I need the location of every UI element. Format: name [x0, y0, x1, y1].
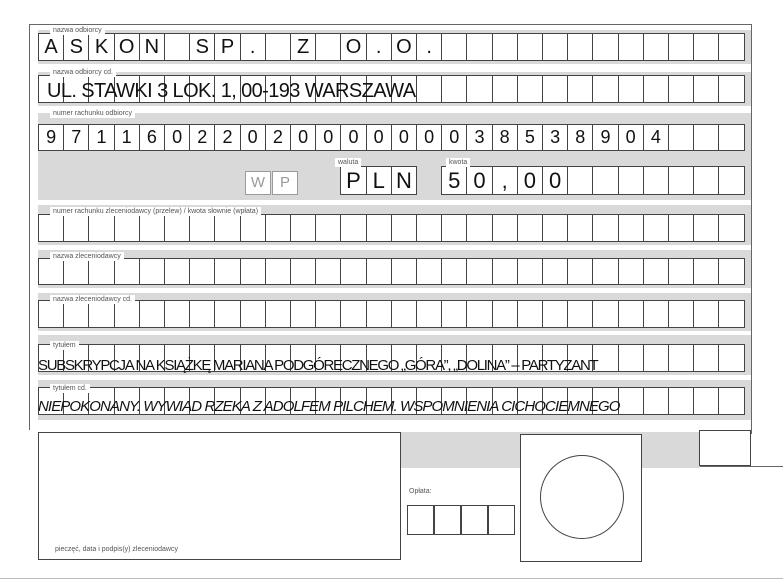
char-cell[interactable]	[643, 300, 669, 328]
char-cell[interactable]	[668, 75, 694, 103]
char-cell[interactable]	[441, 75, 467, 103]
char-cell[interactable]	[618, 300, 644, 328]
char-cell[interactable]	[391, 214, 417, 242]
char-cell[interactable]	[240, 300, 266, 328]
char-cell[interactable]	[88, 258, 114, 285]
char-cell[interactable]: S	[63, 33, 89, 61]
char-cell[interactable]	[592, 166, 618, 195]
char-cell[interactable]	[693, 166, 719, 195]
char-cell[interactable]	[668, 214, 694, 242]
char-cell[interactable]	[416, 75, 442, 103]
char-cell[interactable]	[265, 300, 291, 328]
char-cell[interactable]: 2	[265, 124, 291, 151]
char-cell[interactable]	[189, 300, 215, 328]
char-cell[interactable]: 0	[340, 124, 366, 151]
recipient-name-cont-value: UL. STAWKI 3 LOK. 1, 00-193 WARSZAWA	[47, 80, 416, 102]
char-cell[interactable]	[643, 33, 669, 61]
char-cell[interactable]	[668, 166, 694, 195]
bottom-right-line	[700, 466, 783, 467]
char-cell[interactable]	[618, 214, 644, 242]
char-cell[interactable]	[38, 258, 64, 285]
fee-label: Opłata:	[409, 488, 432, 495]
char-cell[interactable]: 3	[542, 124, 568, 151]
char-cell[interactable]	[567, 33, 593, 61]
form-left-line	[29, 24, 30, 430]
char-cell[interactable]	[693, 344, 719, 372]
char-cell[interactable]	[139, 214, 165, 242]
char-cell[interactable]	[492, 300, 518, 328]
char-cell[interactable]	[114, 300, 140, 328]
char-cell[interactable]	[214, 258, 240, 285]
char-cell[interactable]	[567, 75, 593, 103]
char-cell[interactable]	[718, 258, 744, 285]
char-cell[interactable]: .	[416, 33, 442, 61]
char-cell[interactable]	[114, 258, 140, 285]
char-cell[interactable]: 0	[542, 166, 568, 195]
char-cell[interactable]	[416, 214, 442, 242]
char-cell[interactable]	[542, 300, 568, 328]
char-cell[interactable]	[693, 75, 719, 103]
char-cell[interactable]	[340, 258, 366, 285]
char-cell[interactable]: 6	[139, 124, 165, 151]
char-cell[interactable]	[567, 258, 593, 285]
char-cell[interactable]	[139, 300, 165, 328]
title-cont-value: NIEPOKONANY. WYWIAD RZEKA Z ADOLFEM PILCHEM. WSPOMNIENIA CICHOCIEMNEGO	[38, 398, 620, 415]
char-cell[interactable]	[718, 166, 744, 195]
char-cell[interactable]	[63, 300, 89, 328]
char-cell[interactable]	[492, 33, 518, 61]
char-cell[interactable]: 0	[391, 124, 417, 151]
char-cell[interactable]	[643, 214, 669, 242]
char-cell[interactable]	[693, 33, 719, 61]
char-cell[interactable]	[265, 33, 291, 61]
char-cell[interactable]	[668, 33, 694, 61]
char-cell[interactable]	[441, 33, 467, 61]
char-cell[interactable]	[718, 33, 744, 61]
fee-cell[interactable]	[407, 505, 434, 535]
char-cell[interactable]: N	[391, 166, 417, 195]
char-cell[interactable]	[668, 344, 694, 372]
payer-name-label: nazwa zleceniodawcy	[50, 252, 124, 261]
title-label: tytułem	[50, 341, 79, 350]
char-cell[interactable]	[63, 214, 89, 242]
char-cell[interactable]	[466, 300, 492, 328]
char-cell[interactable]	[265, 258, 291, 285]
char-cell[interactable]	[466, 214, 492, 242]
char-cell[interactable]	[189, 258, 215, 285]
char-cell[interactable]	[618, 75, 644, 103]
form-top-line	[29, 24, 751, 25]
char-cell[interactable]	[668, 124, 694, 151]
char-cell[interactable]	[567, 300, 593, 328]
char-cell[interactable]: O	[340, 33, 366, 61]
char-cell[interactable]	[466, 75, 492, 103]
char-cell[interactable]	[693, 258, 719, 285]
char-cell[interactable]: 0	[416, 124, 442, 151]
char-cell[interactable]: Z	[290, 33, 316, 61]
recipient-name-cont-label: nazwa odbiorcy cd.	[50, 68, 116, 77]
payer-account-label: numer rachunku zleceniodawcy (przelew) / kwota słownie (wpłata)	[50, 207, 261, 216]
form-right-line	[751, 24, 752, 434]
amount-label: kwota	[446, 158, 470, 167]
char-cell[interactable]: 1	[114, 124, 140, 151]
char-cell[interactable]	[290, 214, 316, 242]
char-cell[interactable]	[718, 300, 744, 328]
char-cell[interactable]: 0	[164, 124, 190, 151]
title-cont-label: tytułem cd.	[50, 384, 90, 393]
char-cell[interactable]	[643, 258, 669, 285]
char-cell[interactable]	[693, 300, 719, 328]
char-cell[interactable]	[340, 214, 366, 242]
char-cell[interactable]	[492, 258, 518, 285]
char-cell[interactable]: P	[214, 33, 240, 61]
char-cell[interactable]	[643, 75, 669, 103]
stamp-box[interactable]	[38, 432, 401, 560]
char-cell[interactable]: 9	[592, 124, 618, 151]
char-cell[interactable]: 2	[214, 124, 240, 151]
char-cell[interactable]	[592, 258, 618, 285]
char-cell[interactable]	[315, 33, 341, 61]
char-cell[interactable]: 1	[88, 124, 114, 151]
char-cell[interactable]: N	[139, 33, 165, 61]
char-cell[interactable]	[693, 387, 719, 415]
char-cell[interactable]	[668, 300, 694, 328]
char-cell[interactable]	[441, 258, 467, 285]
char-cell[interactable]	[618, 33, 644, 61]
char-cell[interactable]: 0	[315, 124, 341, 151]
char-cell[interactable]	[517, 33, 543, 61]
char-cell[interactable]	[441, 214, 467, 242]
char-cell[interactable]: 8	[567, 124, 593, 151]
char-cell[interactable]: K	[88, 33, 114, 61]
char-cell[interactable]	[315, 214, 341, 242]
char-cell[interactable]	[139, 258, 165, 285]
char-cell[interactable]	[114, 214, 140, 242]
char-cell[interactable]	[441, 300, 467, 328]
char-cell[interactable]: 0	[466, 166, 492, 195]
char-cell[interactable]	[340, 300, 366, 328]
char-cell[interactable]	[643, 387, 669, 415]
char-cell[interactable]	[542, 75, 568, 103]
fee-cell[interactable]	[434, 505, 461, 535]
char-cell[interactable]	[416, 258, 442, 285]
char-cell[interactable]: 0	[240, 124, 266, 151]
char-cell[interactable]	[718, 344, 744, 372]
char-cell[interactable]	[189, 214, 215, 242]
char-cell[interactable]	[164, 33, 190, 61]
char-cell[interactable]	[693, 124, 719, 151]
char-cell[interactable]: 0	[290, 124, 316, 151]
char-cell[interactable]	[38, 300, 64, 328]
char-cell[interactable]	[567, 214, 593, 242]
char-cell[interactable]	[718, 214, 744, 242]
char-cell[interactable]: 2	[189, 124, 215, 151]
char-cell[interactable]	[643, 166, 669, 195]
char-cell[interactable]	[214, 300, 240, 328]
char-cell[interactable]: S	[189, 33, 215, 61]
recipient-account-label: numer rachunku odbiorcy	[50, 109, 135, 118]
char-cell[interactable]: 4	[643, 124, 669, 151]
char-cell[interactable]	[492, 75, 518, 103]
char-cell[interactable]	[517, 214, 543, 242]
char-cell[interactable]	[391, 300, 417, 328]
char-cell[interactable]	[315, 300, 341, 328]
char-cell[interactable]	[88, 300, 114, 328]
title-value: SUBSKRYPCJA NA KSIĄŻKĘ MARIANA PODGÓRECZNEGO „GÓRA”, „DOLINA” – PARTYZANT	[38, 357, 598, 374]
char-cell[interactable]	[240, 214, 266, 242]
stamp-label: pieczęć, data i podpis(y) zleceniodawcy	[55, 546, 178, 553]
char-cell[interactable]	[366, 300, 392, 328]
char-cell[interactable]: 0	[366, 124, 392, 151]
char-cell[interactable]: 0	[441, 124, 467, 151]
currency-label: waluta	[335, 158, 361, 167]
char-cell[interactable]	[567, 166, 593, 195]
char-cell[interactable]: O	[391, 33, 417, 61]
char-cell[interactable]	[618, 258, 644, 285]
char-cell[interactable]	[592, 33, 618, 61]
char-cell[interactable]: L	[366, 166, 392, 195]
char-cell[interactable]: .	[366, 33, 392, 61]
char-cell[interactable]	[240, 258, 266, 285]
char-cell[interactable]: 8	[492, 124, 518, 151]
bottom-edge-line	[0, 578, 783, 579]
postmark-circle	[540, 455, 624, 539]
char-cell[interactable]	[366, 258, 392, 285]
char-cell[interactable]	[618, 387, 644, 415]
char-cell[interactable]	[391, 258, 417, 285]
char-cell[interactable]: 0	[618, 124, 644, 151]
char-cell[interactable]	[290, 258, 316, 285]
char-cell[interactable]: 3	[466, 124, 492, 151]
char-cell[interactable]	[592, 75, 618, 103]
char-cell[interactable]	[718, 124, 744, 151]
char-cell[interactable]	[592, 300, 618, 328]
char-cell[interactable]	[668, 258, 694, 285]
char-cell[interactable]	[38, 214, 64, 242]
char-cell[interactable]	[214, 214, 240, 242]
char-cell[interactable]	[517, 75, 543, 103]
char-cell[interactable]	[542, 258, 568, 285]
char-cell[interactable]	[164, 214, 190, 242]
char-cell[interactable]	[718, 75, 744, 103]
char-cell[interactable]: O	[114, 33, 140, 61]
char-cell[interactable]: .	[240, 33, 266, 61]
char-cell[interactable]	[466, 258, 492, 285]
char-cell[interactable]	[290, 300, 316, 328]
char-cell[interactable]	[265, 214, 291, 242]
char-cell[interactable]	[618, 166, 644, 195]
char-cell[interactable]	[88, 214, 114, 242]
char-cell[interactable]	[643, 344, 669, 372]
char-cell[interactable]	[466, 33, 492, 61]
char-cell[interactable]	[315, 258, 341, 285]
char-cell[interactable]: 5	[441, 166, 467, 195]
char-cell[interactable]: 0	[517, 166, 543, 195]
char-cell[interactable]: 5	[517, 124, 543, 151]
char-cell[interactable]	[592, 214, 618, 242]
wp-cell: W	[245, 171, 271, 195]
corner-box	[699, 430, 751, 466]
char-cell[interactable]	[517, 258, 543, 285]
char-cell[interactable]: A	[38, 33, 64, 61]
fee-cell[interactable]	[488, 505, 515, 535]
char-cell[interactable]	[718, 387, 744, 415]
wp-cell: P	[272, 171, 298, 195]
char-cell[interactable]	[693, 214, 719, 242]
char-cell[interactable]: 7	[63, 124, 89, 151]
char-cell[interactable]: ,	[492, 166, 518, 195]
char-cell[interactable]	[542, 33, 568, 61]
char-cell[interactable]	[668, 387, 694, 415]
char-cell[interactable]	[492, 214, 518, 242]
payer-name-cont-label: nazwa zleceniodawcy cd.	[50, 295, 135, 304]
char-cell[interactable]: 9	[38, 124, 64, 151]
char-cell[interactable]	[164, 258, 190, 285]
char-cell[interactable]	[517, 300, 543, 328]
char-cell[interactable]	[164, 300, 190, 328]
recipient-name-label: nazwa odbiorcy	[50, 26, 105, 35]
char-cell[interactable]: P	[340, 166, 366, 195]
char-cell[interactable]	[618, 344, 644, 372]
fee-cell[interactable]	[461, 505, 488, 535]
char-cell[interactable]	[416, 300, 442, 328]
char-cell[interactable]	[366, 214, 392, 242]
char-cell[interactable]	[542, 214, 568, 242]
char-cell[interactable]	[63, 258, 89, 285]
